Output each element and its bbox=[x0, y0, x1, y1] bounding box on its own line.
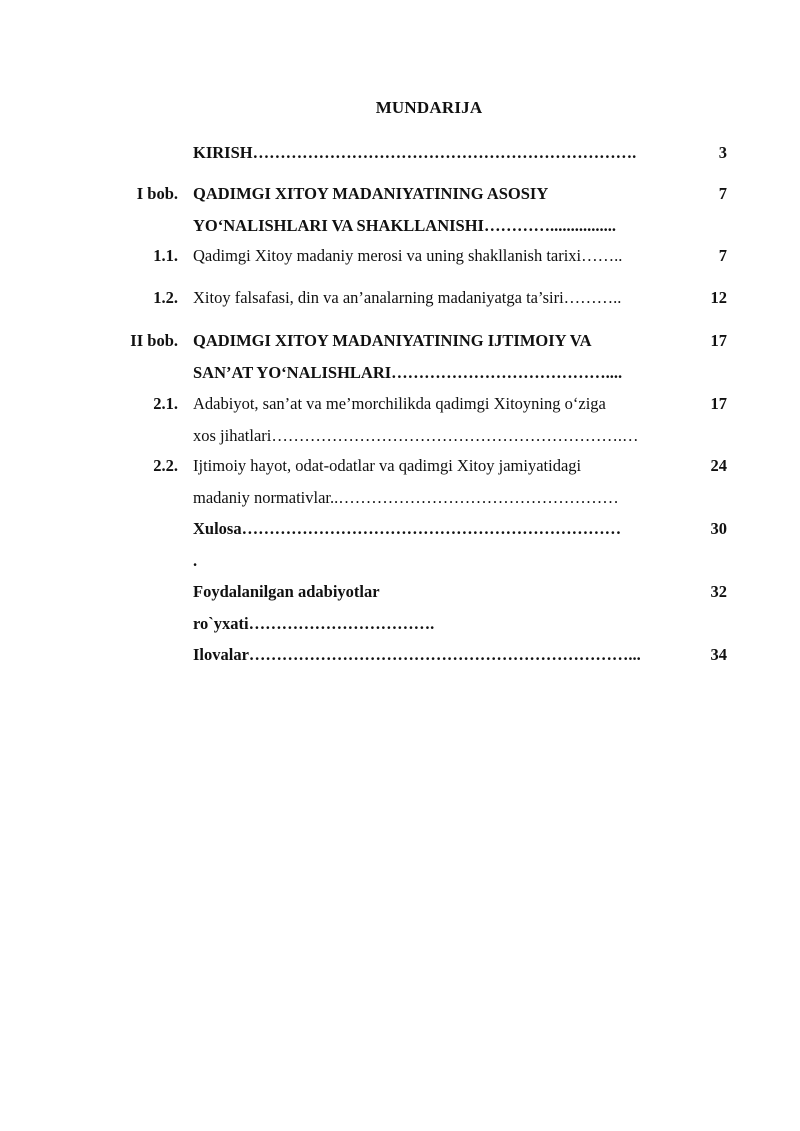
toc-page-adabiyotlar: 32 bbox=[710, 582, 727, 601]
toc-entry-2-1-line2: xos jihatlari……………………………………………………….… bbox=[193, 426, 639, 445]
toc-label-1-2: 1.2. bbox=[153, 288, 178, 307]
toc-page-xulosa: 30 bbox=[710, 519, 727, 538]
toc-entry-1-1: Qadimgi Xitoy madaniy merosi va uning shakllanish tarixi…….. bbox=[193, 246, 623, 265]
toc-entry-1-2: Xitoy falsafasi, din va an’analarning madaniyatga ta’siri……….. bbox=[193, 288, 622, 307]
toc-label-bob1: I bob. bbox=[136, 184, 178, 203]
toc-entry-adabiyotlar-line2: ro`yxati……………………………. bbox=[193, 614, 435, 633]
toc-entry-xulosa-dot: . bbox=[193, 551, 198, 570]
toc-page-2-1: 17 bbox=[710, 394, 727, 413]
toc-page-ilovalar: 34 bbox=[710, 645, 727, 664]
toc-label-2-1: 2.1. bbox=[153, 394, 178, 413]
toc-page-bob1: 7 bbox=[718, 184, 727, 203]
toc-entry-bob1-line2: YO‘NALISHLARI VA SHAKLLANISHI…………................ bbox=[193, 216, 616, 235]
toc-page-1-1: 7 bbox=[718, 246, 727, 265]
toc-entry-bob1-line1: QADIMGI XITOY MADANIYATINING ASOSIY bbox=[193, 184, 549, 203]
toc-page-2-2: 24 bbox=[710, 456, 727, 475]
toc-entry-bob2-line2: SAN’AT YO‘NALISHLARI………………………………….... bbox=[193, 363, 623, 382]
toc-entry-adabiyotlar-line1: Foydalanilgan adabiyotlar bbox=[193, 582, 380, 601]
toc-entry-2-2-line2: madaniy normativlar..…………………………………………… bbox=[193, 488, 619, 507]
toc-entry-ilovalar: Ilovalar……………………………………………………………... bbox=[193, 645, 641, 664]
toc-label-bob2: II bob. bbox=[130, 331, 178, 350]
toc-entry-xulosa: Xulosa…………………………………………………………… bbox=[193, 519, 622, 538]
toc-label-2-2: 2.2. bbox=[153, 456, 178, 475]
toc-entry-kirish: KIRISH……………………………………………………………. bbox=[193, 143, 637, 162]
toc-page-bob2: 17 bbox=[710, 331, 727, 350]
toc-entry-2-1-line1: Adabiyot, san’at va me’morchilikda qadimgi Xitoyning o‘ziga bbox=[193, 394, 606, 413]
page-title: MUNDARIJA bbox=[375, 98, 483, 117]
toc-label-1-1: 1.1. bbox=[153, 246, 178, 265]
toc-page-1-2: 12 bbox=[710, 288, 727, 307]
toc-entry-bob2-line1: QADIMGI XITOY MADANIYATINING IJTIMOIY VA bbox=[193, 331, 592, 350]
toc-entry-2-2-line1: Ijtimoiy hayot, odat-odatlar va qadimgi Xitoy jamiyatidagi bbox=[193, 456, 582, 475]
toc-page-kirish: 3 bbox=[718, 143, 727, 162]
